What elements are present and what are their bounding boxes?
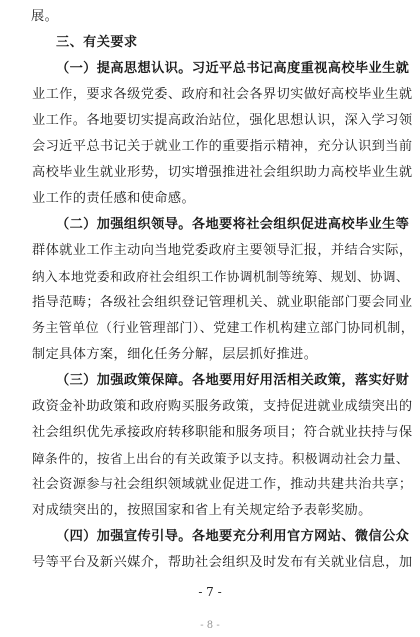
- paragraph-1-line: 会习近平总书记关于就业工作的重要指示精神，充分认识到当前: [32, 139, 413, 154]
- paragraph-4-line: 号等平台及新兴媒介，帮助社会组织及时发布有关就业信息，加: [32, 555, 413, 570]
- paragraph-1-line: 业工作的责任感和使命感。: [32, 191, 196, 206]
- paragraph-3-line: 社会资源参与社会组织领域就业促进工作，推动共建共治共享；: [32, 477, 413, 492]
- paragraph-3-line: （三）加强政策保障。各地要用好用活相关政策，落实好财: [56, 373, 410, 388]
- paragraph-1-line: 业工作，要求各级党委、政府和社会各界切实做好高校毕业生就: [32, 87, 413, 102]
- text-line: 展。: [31, 9, 59, 24]
- paragraph-3-line: 社会组织优先承接政府转移职能和服务项目；符合就业扶持与保: [32, 425, 413, 440]
- paragraph-4-line: （四）加强宣传引导。各地要充分利用官方网站、微信公众: [56, 529, 410, 544]
- paragraph-3-line: 对成绩突出的，按照国家和省上有关规定给予表彰奖励。: [32, 503, 372, 518]
- paragraph-3-line: 障条件的，按省上出台的有关政策予以支持。积极调动社会力量、: [32, 451, 409, 466]
- paragraph-1-line: 高校毕业生就业形势，切实增强推进社会组织助力高校毕业生就: [32, 165, 413, 180]
- page-number: - 7 -: [198, 585, 222, 599]
- paragraph-2-line: 指导范畴；各级社会组织登记管理机关、就业职能部门要会同业: [32, 295, 413, 310]
- paragraph-2-line: 制定具体方案，细化任务分解，层层抓好推进。: [32, 347, 318, 362]
- paragraph-2-line: 纳入本地党委和政府社会组织工作协调机制等统筹、规划、协调、: [32, 269, 409, 284]
- paragraph-2-line: 务主管单位（行业管理部门）、党建工作机构建立部门协同机制，: [32, 321, 415, 336]
- paragraph-1-line: （一）提高思想认识。习近平总书记高度重视高校毕业生就: [56, 61, 410, 76]
- paragraph-1-line: 业工作。各地要切实提高政治站位，强化思想认识，深入学习领: [32, 113, 413, 128]
- section-heading: 三、有关要求: [56, 35, 138, 50]
- footer-page-number: - 8 -: [200, 620, 220, 631]
- paragraph-2-line: 群体就业工作主动向当地党委政府主要领导汇报，并结合实际，: [32, 243, 413, 258]
- paragraph-3-line: 政资金补助政策和政府购买服务政策，支持促进就业成绩突出的: [32, 399, 413, 414]
- paragraph-2-line: （二）加强组织领导。各地要将社会组织促进高校毕业生等: [56, 217, 410, 232]
